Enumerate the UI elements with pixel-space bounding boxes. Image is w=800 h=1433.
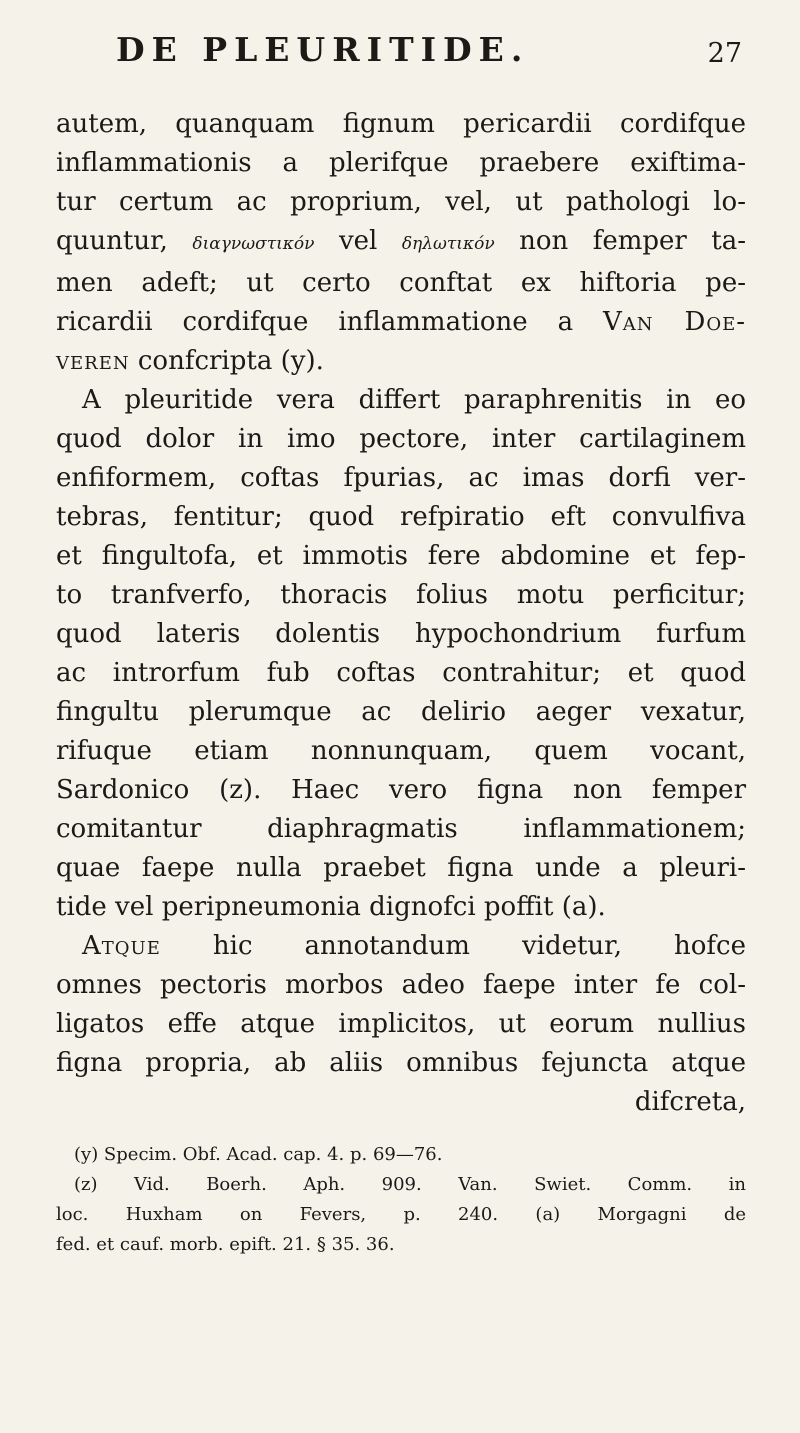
text-line: rifuque etiam nonnunquam, quem vocant, xyxy=(56,736,746,766)
text-fragment: vel xyxy=(338,226,378,256)
text-line: enfiformem, coftas fpurias, ac imas dorfi ver- xyxy=(56,463,746,493)
author-name: veren xyxy=(56,346,130,376)
text-line xyxy=(56,303,746,342)
text-line: men adeft; ut certo conftat ex hiftoria pe- xyxy=(56,268,746,298)
text-line: figna propria, ab aliis omnibus fejuncta atque xyxy=(56,1048,746,1078)
text-line: ac introrfum fub coftas contrahitur; et quod xyxy=(56,658,746,688)
text-fragment: non femper ta- xyxy=(519,226,747,256)
text-line: fingultu plerumque ac delirio aeger vexatur, xyxy=(56,697,746,727)
catchword: difcreta, xyxy=(634,1087,746,1117)
page-number: 27 xyxy=(707,38,742,69)
text-line: inflammationis a plerifque praebere exiftima- xyxy=(56,148,746,178)
footnote-line: loc. Huxham on Fevers, p. 240. (a) Morgagni de xyxy=(56,1204,746,1225)
footnotes xyxy=(56,1140,746,1260)
text-line: quae faepe nulla praebet figna unde a pleuri- xyxy=(56,853,746,883)
text-line: Sardonico (z). Haec vero figna non femper xyxy=(56,775,746,805)
greek-term: διαγνωστικόν xyxy=(192,234,315,254)
text-line-greek xyxy=(56,222,746,264)
lead-word: Atque xyxy=(82,931,161,961)
footnote-line: fed. et cauf. morb. epift. 21. § 35. 36. xyxy=(56,1234,395,1255)
text-line: ligatos effe atque implicitos, ut eorum nullius xyxy=(56,1009,746,1039)
running-title: DE PLEURITIDE. xyxy=(116,30,530,69)
text-line: tur certum ac proprium, vel, ut pathologi lo- xyxy=(56,187,746,217)
text-line: tide vel peripneumonia dignofci poffit (a). xyxy=(56,892,606,922)
author-name: Van Doe- xyxy=(603,307,746,337)
paragraph-start xyxy=(56,927,746,966)
text-line: tebras, fentitur; quod refpiratio eft convulfiva xyxy=(56,502,746,532)
text-fragment: hic annotandum videtur, hofce xyxy=(212,931,746,961)
text-line: et fingultofa, et immotis fere abdomine et fep- xyxy=(56,541,746,571)
page-header xyxy=(116,30,742,90)
text-fragment: quuntur, xyxy=(56,226,168,256)
text-line: to tranfverfo, thoracis folius motu perficitur; xyxy=(56,580,746,610)
paragraph-start: A pleuritide vera differt paraphrenitis in eo xyxy=(82,385,746,415)
text-fragment: confcripta (y). xyxy=(137,346,324,376)
text-fragment: ricardii cordifque inflammatione a xyxy=(56,307,574,337)
greek-term: δηλωτικόν xyxy=(401,234,495,254)
text-line: quod dolor in imo pectore, inter cartilaginem xyxy=(56,424,746,454)
text-line: quod lateris dolentis hypochondrium furfum xyxy=(56,619,746,649)
footnote-line: (z) Vid. Boerh. Aph. 909. Van. Swiet. Comm. in xyxy=(74,1174,746,1195)
text-line: comitantur diaphragmatis inflammationem; xyxy=(56,814,746,844)
text-line xyxy=(56,342,746,381)
text-line: omnes pectoris morbos adeo faepe inter fe col- xyxy=(56,970,746,1000)
main-text xyxy=(56,105,746,1122)
text-line: autem, quanquam fignum pericardii cordifque xyxy=(56,109,746,139)
footnote-line: (y) Specim. Obf. Acad. cap. 4. p. 69—76. xyxy=(74,1144,443,1165)
